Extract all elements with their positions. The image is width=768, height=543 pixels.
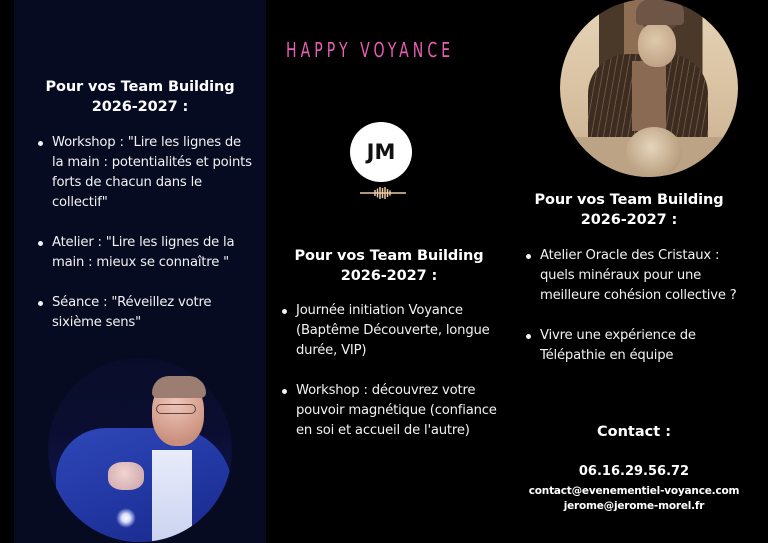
column-2-list xyxy=(280,301,506,461)
photo-jacket xyxy=(56,428,232,542)
brand-title: HAPPY VOYANCE xyxy=(286,38,455,62)
photo-shirt xyxy=(632,61,666,131)
contact-heading: Contact : xyxy=(596,424,671,440)
list-item: Journée initiation Voyance (Baptême Découverte, longue durée, VIP) xyxy=(280,301,506,361)
list-item: Atelier Oracle des Cristaux : quels minéraux pour une meilleure cohésion collective ? xyxy=(524,246,754,306)
contact-phone[interactable]: 06.16.29.56.72 xyxy=(578,464,690,479)
column-1-heading xyxy=(24,77,256,117)
column-2-heading-line2: 2026-2027 : xyxy=(340,268,438,284)
list-item: Vivre une expérience de Télépathie en équipe xyxy=(524,326,754,366)
column-1-heading-line1: Pour vos Team Building xyxy=(45,79,235,95)
column-2-heading-line1: Pour vos Team Building xyxy=(294,248,484,264)
list-item: Séance : "Réveillez votre sixième sens" xyxy=(36,293,256,333)
column-1-heading-line2: 2026-2027 : xyxy=(91,99,189,115)
column-3-heading-line1: Pour vos Team Building xyxy=(534,192,724,208)
contact-email-1[interactable]: contact@evenementiel-voyance.com xyxy=(528,485,740,497)
list-item: Workshop : découvrez votre pouvoir magnétique (confiance en soi et accueil de l'autre) xyxy=(280,381,506,441)
photo-hand xyxy=(108,462,144,490)
column-3-heading-line2: 2026-2027 : xyxy=(580,212,678,228)
column-1-list xyxy=(36,133,256,353)
column-2-heading xyxy=(276,246,502,286)
sound-wave-icon xyxy=(360,186,406,200)
blue-portrait-photo xyxy=(48,358,232,542)
crystal-ball-icon xyxy=(626,127,682,177)
photo-hat xyxy=(636,0,684,25)
photo-hair xyxy=(152,376,206,398)
column-3-heading xyxy=(518,190,740,230)
list-item: Workshop : "Lire les lignes de la main : potentialités et points forts de chacun dans le collectif" xyxy=(36,133,256,213)
photo-glasses xyxy=(156,404,196,414)
column-3-list xyxy=(524,246,754,386)
logo-initials: JM xyxy=(366,140,396,164)
light-spark-icon xyxy=(116,508,136,528)
photo-shirt xyxy=(152,450,192,542)
jm-logo xyxy=(350,122,412,182)
contact-email-2[interactable]: jerome@jerome-morel.fr xyxy=(563,500,705,512)
list-item: Atelier : "Lire les lignes de la main : mieux se connaître " xyxy=(36,233,256,273)
sepia-portrait-photo xyxy=(560,0,738,177)
photo-face xyxy=(638,23,676,67)
